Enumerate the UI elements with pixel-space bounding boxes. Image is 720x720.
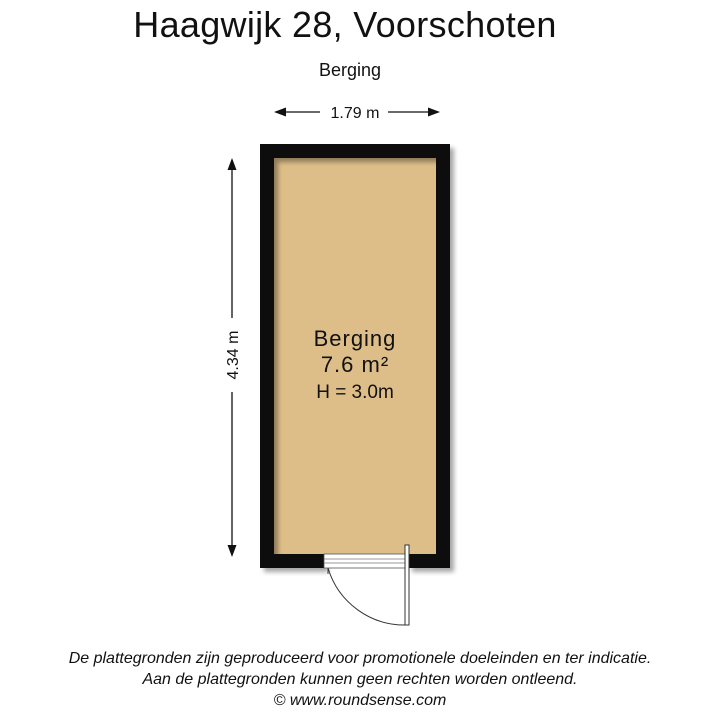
- copyright: © www.roundsense.com: [273, 692, 447, 709]
- page-title: Haagwijk 28, Voorschoten: [133, 4, 557, 45]
- disclaimer-line-2: Aan de plattegronden kunnen geen rechten worden ontleend.: [142, 671, 578, 688]
- arrow-right-icon: [428, 108, 440, 117]
- height-dimension: [225, 158, 242, 557]
- arrow-up-icon: [228, 158, 237, 170]
- room-height: H = 3.0m: [316, 382, 394, 403]
- arrow-down-icon: [228, 545, 237, 557]
- height-label: 4.34 m: [225, 330, 242, 380]
- door-threshold: [324, 554, 408, 568]
- floor-name: Berging: [318, 60, 382, 80]
- disclaimer: [0, 648, 720, 711]
- door: [324, 545, 409, 625]
- width-dimension: [274, 105, 440, 122]
- door-swing-arc: [328, 568, 407, 625]
- disclaimer-line-1: De plattegronden zijn geproduceerd voor promotionele doeleinden en ter indicatie.: [68, 650, 652, 667]
- room-area: 7.6 m²: [320, 352, 390, 377]
- width-label: 1.79 m: [330, 105, 380, 122]
- room-label: [314, 326, 397, 403]
- room-name: Berging: [313, 326, 397, 351]
- door-leaf: [405, 545, 409, 625]
- arrow-left-icon: [274, 108, 286, 117]
